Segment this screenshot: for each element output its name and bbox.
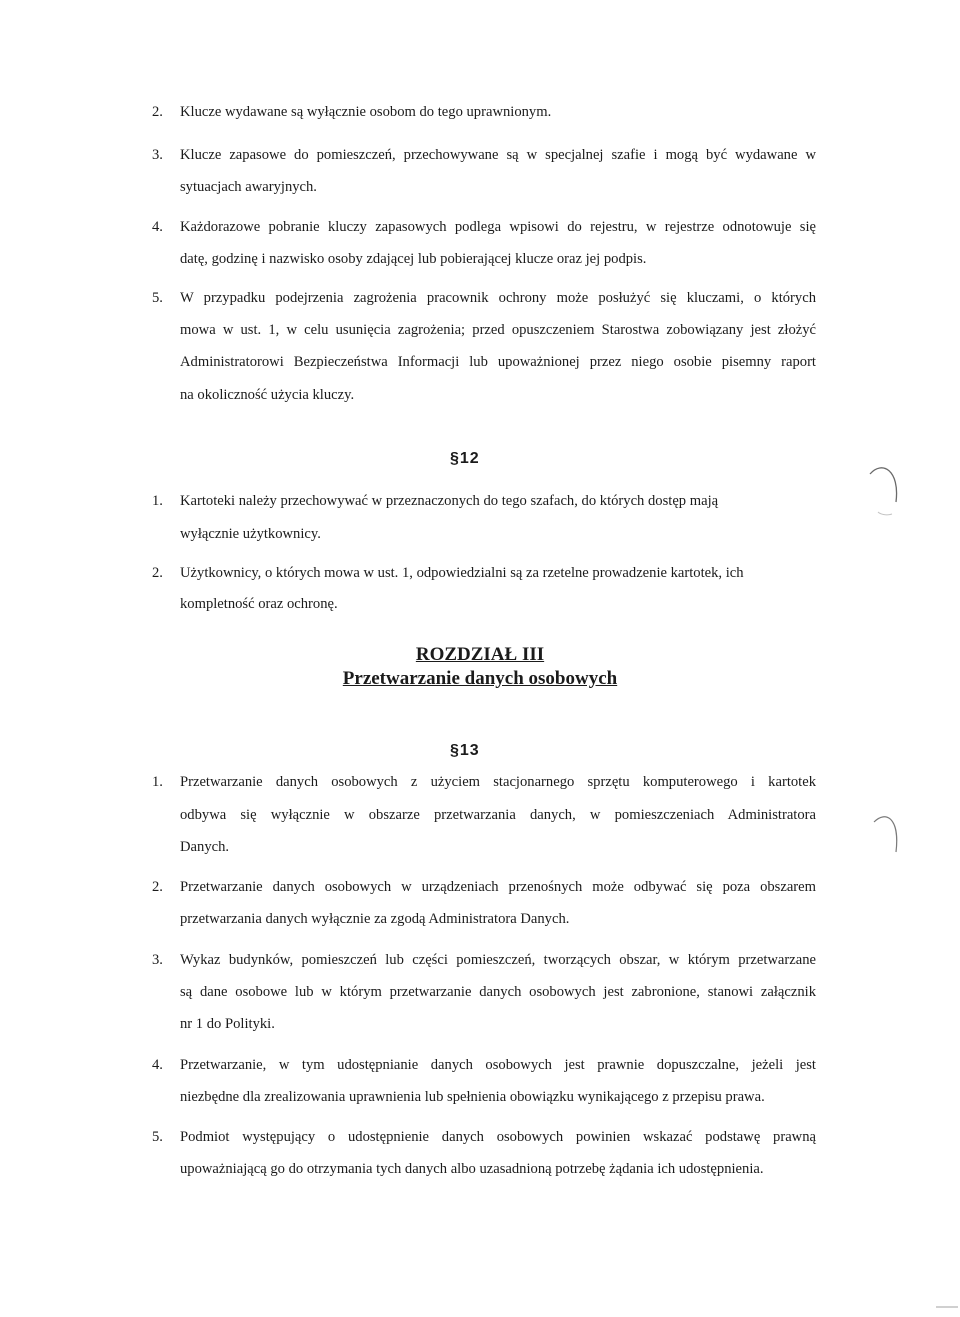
item-line: kompletność oraz ochronę. — [180, 596, 338, 612]
item-line: Przetwarzanie, w tym udostępnianie danych osobowych jest prawnie dopuszczalne, jeżeli jest — [180, 1057, 816, 1073]
item-line: Danych. — [180, 839, 230, 855]
item-line: na okoliczność użycia kluczy. — [180, 387, 355, 403]
item-line: Klucze wydawane są wyłącznie osobom do tego uprawnionym. — [180, 104, 552, 120]
item-number: 5. — [152, 1129, 163, 1145]
item-line: Administratorowi Bezpieczeństwa Informacji lub upoważnionej przez niego osobie pisemny raport — [180, 354, 816, 370]
item-line: Każdorazowe pobranie kluczy zapasowych podlega wpisowi do rejestru, w rejestrze odnotowuje się — [180, 219, 816, 235]
item-line: przetwarzania danych wyłącznie za zgodą Administratora Danych. — [180, 911, 570, 927]
item-line: Klucze zapasowe do pomieszczeń, przechowywane są w specjalnej szafie i mogą być wydawane w — [180, 147, 816, 163]
item-line: Podmiot występujący o udostępnienie danych osobowych powinien wskazać podstawę prawną — [180, 1129, 816, 1145]
item-line: niezbędne dla zrealizowania uprawnienia lub spełnienia obowiązku wynikającego z przepisu prawa. — [180, 1089, 765, 1105]
item-number: 2. — [152, 879, 163, 895]
item-line: Przetwarzanie danych osobowych z użyciem stacjonarnego sprzętu komputerowego i kartotek — [180, 774, 816, 790]
item-number: 5. — [152, 290, 163, 306]
chapter-title: ROZDZIAŁ III — [415, 644, 545, 665]
item-number: 4. — [152, 219, 163, 235]
section-12-title: §12 — [450, 450, 480, 467]
item-number: 3. — [152, 952, 163, 968]
item-line: Użytkownicy, o których mowa w ust. 1, odpowiedzialni są za rzetelne prowadzenie kartotek, ich — [180, 565, 744, 581]
item-line: Wykaz budynków, pomieszczeń lub części pomieszczeń, tworzących obszar, w którym przetwarzane — [180, 952, 816, 968]
item-number: 1. — [152, 493, 163, 509]
item-line: W przypadku podejrzenia zagrożenia pracownik ochrony może posłużyć się kluczami, o których — [180, 290, 816, 306]
item-number: 2. — [152, 104, 163, 120]
item-line: nr 1 do Polityki. — [180, 1016, 275, 1032]
item-line: Kartoteki należy przechowywać w przeznaczonych do tego szafach, do których dostęp mają — [180, 493, 719, 509]
item-number: 2. — [152, 565, 163, 581]
item-line: datę, godzinę i nazwisko osoby zdającej lub pobierającej klucze oraz jej podpis. — [180, 251, 647, 267]
item-number: 1. — [152, 774, 163, 790]
item-line: mowa w ust. 1, w celu usunięcia zagrożenia; przed opuszczeniem Starostwa zobowiązany jest złożyć — [180, 322, 816, 338]
chapter-subtitle: Przetwarzanie danych osobowych — [342, 668, 618, 689]
section-13-title: §13 — [450, 742, 480, 759]
scan-mark-lower — [872, 808, 908, 858]
item-line: Przetwarzanie danych osobowych w urządzeniach przenośnych może odbywać się poza obszarem — [180, 879, 816, 895]
item-number: 3. — [152, 147, 163, 163]
item-line: są dane osobowe lub w którym przetwarzanie danych osobowych jest zabronione, stanowi załącznik — [180, 984, 816, 1000]
scan-mark-upper — [868, 462, 908, 522]
item-line: wyłącznie użytkownicy. — [180, 526, 321, 542]
item-line: sytuacjach awaryjnych. — [180, 179, 317, 195]
item-line: upoważniającą go do otrzymania tych danych albo uzasadnioną potrzebę żądania ich udostępnienia. — [180, 1161, 764, 1177]
item-line: odbywa się wyłącznie w obszarze przetwarzania danych, w pomieszczeniach Administratora — [180, 807, 816, 823]
item-number: 4. — [152, 1057, 163, 1073]
scan-edge-mark — [936, 1306, 958, 1308]
